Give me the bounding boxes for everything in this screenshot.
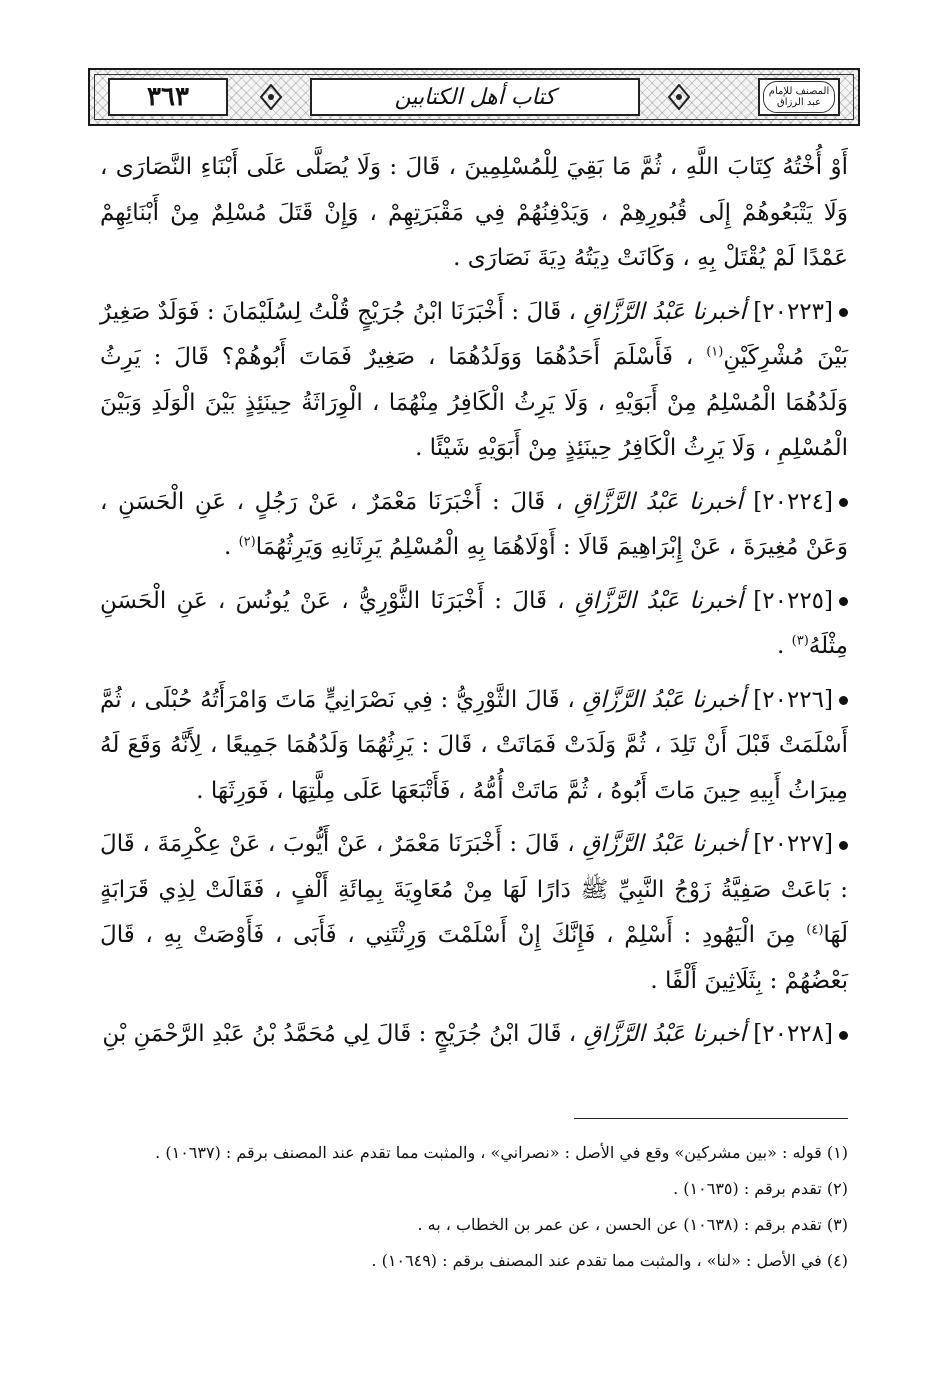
footnote-marker[interactable]: (٢) (238, 534, 256, 550)
hadith-text-continued: . (223, 534, 232, 560)
intro-paragraph: أَوْ أُخْتُهُ كِتَابَ اللَّهِ ، ثُمَّ مَا بَقِيَ لِلْمُسْلِمِينَ ، قَالَ : وَلَا يُصَلَّى عَلَى أَبْنَاءِ النَّصَارَى ، وَلَا يَتْبَعُوهُمْ إِلَى قُبُورِهِمْ ، وَيَدْفِنُهُمْ فِي مَقْبَرَتِهِمْ ، وَإِنْ قَتَلَ مُسْلِمٌ مِنْ أَبْنَائِهِمْ عَمْدًا لَمْ يُقْتَلْ بِهِ ، وَكَانَتْ دِيَتُهُ دِيَةَ نَصَارَى . (100, 154, 848, 271)
hadith-20227 (100, 822, 848, 1004)
page-number-box (108, 78, 228, 116)
footnote-3: (٣) تقدم برقم : (١٠٦٣٨) عن الحسن ، عن عمر بن الخطاب ، به . (417, 1215, 848, 1234)
hadith-20225 (100, 579, 848, 670)
bullet-icon (839, 498, 848, 507)
isnad: أخبرنا عَبْدُ الرَّزَّاقِ (582, 686, 746, 713)
hadith-text: ، قَالَ : أَخْبَرَنَا الثَّوْرِيُّ ، عَنْ يُونُسَ ، عَنِ الْحَسَنِ مِثْلَهُ (100, 587, 848, 659)
isnad: أخبرنا عَبْدُ الرَّزَّاقِ (583, 1021, 746, 1047)
running-title-box (310, 78, 640, 116)
isnad: أخبرنا عَبْدُ الرَّزَّاقِ (583, 298, 746, 325)
footnote-4: (٤) في الأصل : «لنا» ، والمثبت مما تقدم عند المصنف برقم : (١٠٦٤٩) . (371, 1251, 848, 1270)
hadith-20228 (100, 1012, 848, 1058)
hadith-text-continued: . (777, 633, 785, 659)
bullet-icon (839, 1031, 848, 1040)
hadith-text: ، قَالَ : أَخْبَرَنَا مَعْمَرٌ ، عَنْ رَجُلٍ ، عَنِ الْحَسَنِ ، وَعَنْ مُغِيرَةَ ، عَنْ إِبْرَاهِيمَ قَالَا : أَوْلَاهُمَا بِهِ الْمُسْلِمُ يَرِثَانِهِ وَيَرِثُهُمَا (100, 488, 848, 560)
isnad: أخبرنا عَبْدُ الرَّزَّاقِ (582, 831, 746, 857)
hadith-text-continued: مِنَ الْيَهُودِ : أَسْلِمْ ، فَإِنَّكَ إِنْ أَسْلَمْتَ وَرِثْتَنِي ، فَأَبَى ، فَأَوْصَتْ بِهِ ، قَالَ بَعْضُهُمْ : بِثَلَاثِينَ أَلْفًا . (100, 922, 848, 994)
footnote-1: (١) قوله : «بين مشركين» وقع في الأصل : «نصراني» ، والمثبت مما تقدم عند المصنف برقم : (١٠٦٣٧) . (155, 1143, 848, 1162)
hadith-20226 (100, 678, 848, 815)
hadith-20223 (100, 290, 848, 472)
ornament-right-icon (668, 84, 690, 110)
footnotes (100, 1135, 848, 1279)
page-header (88, 68, 860, 126)
footnote-marker[interactable]: (٣) (791, 633, 809, 649)
footnote-marker[interactable]: (٤) (806, 922, 824, 938)
hadith-number: [٢٠٢٢٥] (753, 587, 834, 614)
bullet-icon (839, 597, 848, 606)
hadith-text: ، قَالَ : أَخْبَرَنَا ابْنُ جُرَيْجٍ قُلْتُ لِسُلَيْمَانَ : فَوَلَدٌ صَغِيرٌ بَيْنَ مُشْرِكَيْنِ (100, 298, 848, 370)
bullet-icon (839, 841, 848, 850)
hadith-text: ، قَالَ الثَّوْرِيُّ : فِي نَصْرَانِيٍّ مَاتَ وَامْرَأَتُهُ حُبْلَى ، ثُمَّ أَسْلَمَتْ قَبْلَ أَنْ تَلِدَ ، ثُمَّ وَلَدَتْ فَمَاتَتْ ، قَالَ : يَرِثُهُمَا وَلَدُهُمَا جَمِيعًا ، لِأَنَّهُ وَقَعَ لَهُ مِيرَاثُ أَبِيهِ حِينَ مَاتَ أَبُوهُ ، ثُمَّ مَاتَتْ أُمُّهُ ، فَأَتْبَعَهَا عَلَى مِلَّتِهَا ، فَوَرِثَهَا . (100, 686, 848, 804)
hadith-number: [٢٠٢٢٧] (753, 831, 833, 857)
hadith-text: ، قَالَ ابْنُ جُرَيْجٍ : قَالَ لِي مُحَمَّدُ بْنُ عَبْدِ الرَّحْمَنِ بْنِ (102, 1021, 577, 1047)
running-title: كتاب أهل الكتابين (394, 84, 556, 110)
hadith-number: [٢٠٢٢٣] (753, 298, 833, 325)
footnote-2: (٢) تقدم برقم : (١٠٦٣٥) . (673, 1179, 848, 1198)
footnote-marker[interactable]: (١) (706, 344, 724, 360)
main-text (100, 145, 848, 1058)
hadith-text-continued: ، فَأَسْلَمَ أَحَدُهُمَا وَوَلَدُهُمَا ، صَغِيرٌ فَمَاتَ أَبُوهُمْ؟ قَالَ : يَرِثُ وَلَدُهُمَا الْمُسْلِمُ مِنْ أَبَوَيْهِ ، وَلَا يَرِثُ الْكَافِرُ مِنْهُمَا ، الْوِرَاثَةُ حِينَئِذٍ بَيْنَ الْوَلَدِ وَبَيْنَ الْمُسْلِمِ ، وَلَا يَرِثُ الْكَافِرُ حِينَئِذٍ مِنْ أَبَوَيْهِ شَيْئًا . (100, 344, 848, 461)
hadith-number: [٢٠٢٢٦] (753, 686, 833, 713)
bullet-icon (839, 308, 848, 317)
hadith-number: [٢٠٢٢٤] (753, 488, 834, 515)
publisher-logo: المصنف للإمام عبد الرزاق (763, 81, 835, 113)
ornament-left-icon (260, 84, 282, 110)
hadith-20224 (100, 480, 848, 571)
logo-box (758, 78, 840, 116)
isnad: أخبرنا عَبْدُ الرَّزَّاقِ (573, 488, 743, 515)
footnote-separator (574, 1118, 848, 1119)
hadith-text: ، قَالَ : أَخْبَرَنَا مَعْمَرٌ ، عَنْ أَيُّوبَ ، عَنْ عِكْرِمَةَ ، قَالَ : بَاعَتْ صَفِيَّةُ زَوْجُ النَّبِيِّ ﷺ دَارًا لَهَا مِنْ مُعَاوِيَةَ بِمِائَةِ أَلْفٍ ، فَقَالَتْ لِذِي قَرَابَةٍ لَهَا (100, 831, 849, 948)
page-number: ٣٦٣ (147, 82, 189, 112)
isnad: أخبرنا عَبْدُ الرَّزَّاقِ (574, 587, 744, 614)
bullet-icon (839, 696, 848, 705)
hadith-number: [٢٠٢٢٨] (753, 1021, 833, 1047)
